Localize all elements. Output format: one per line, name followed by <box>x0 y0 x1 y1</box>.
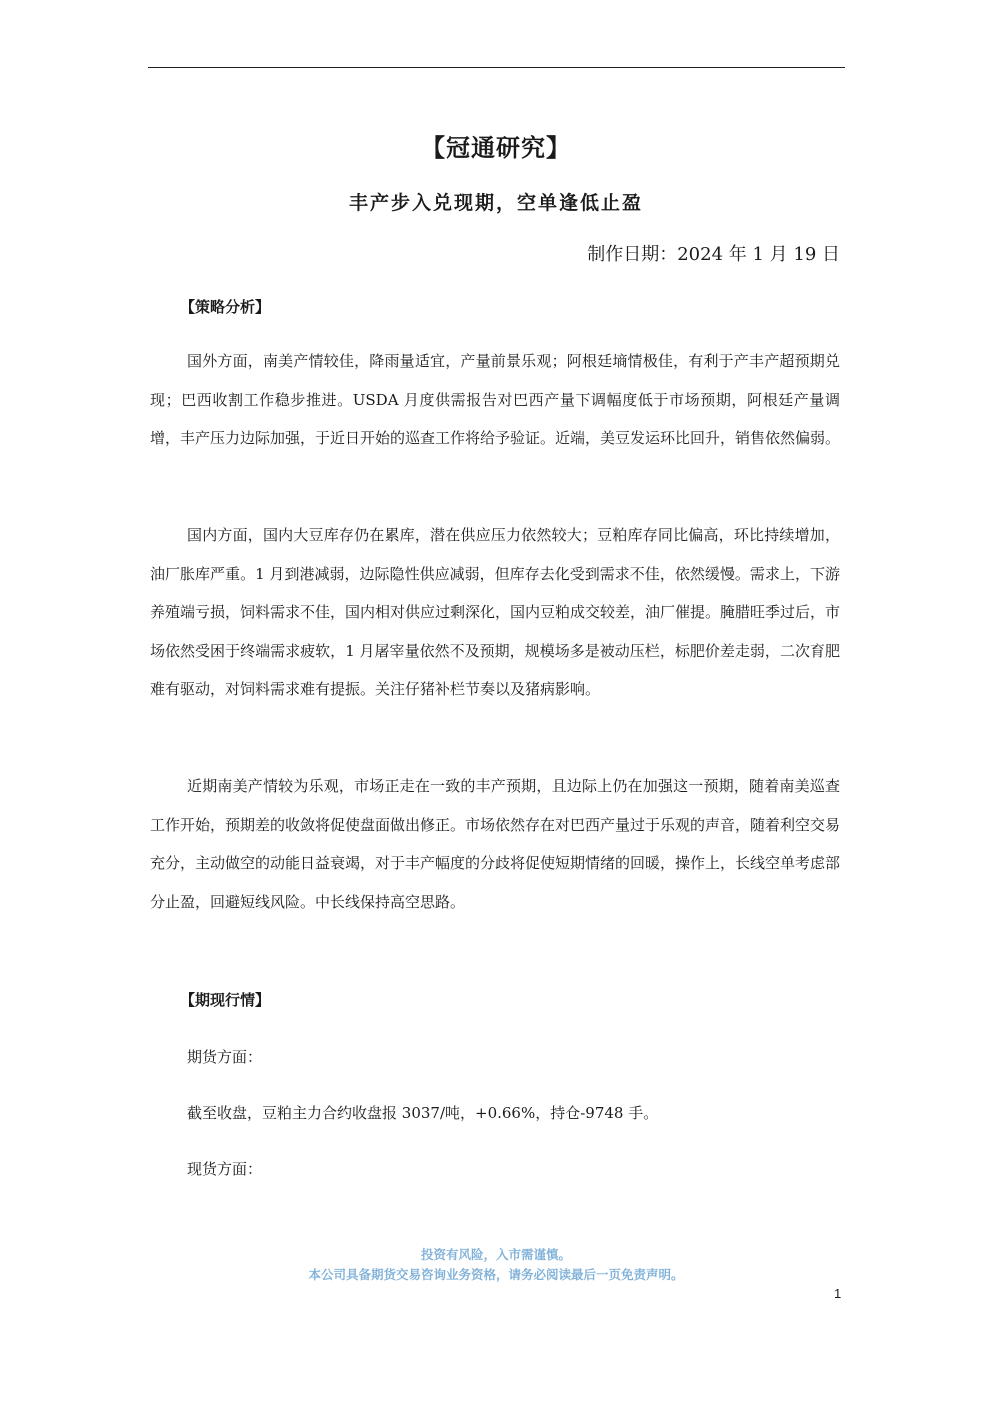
disclaimer-notice: 本公司具备期货交易咨询业务资格，请务必阅读最后一页免责声明。 <box>308 1267 684 1282</box>
market-heading: 【期现行情】 <box>180 991 271 1009</box>
spot-label: 现货方面： <box>187 1160 263 1178</box>
header-rule <box>148 67 845 68</box>
document-subtitle: 丰产步入兑现期，空单逢低止盈 <box>348 192 643 214</box>
publish-date: 制作日期：2024 年 1 月 19 日 <box>587 244 840 265</box>
strategy-paragraph-domestic: 国内方面，国内大豆库存仍在累库，潜在供应压力依然较大；豆粕库存同比偏高，环比持续增加，油厂胀库严重。1 月到港减弱，边际隐性供应减弱，但库存去化受到需求不佳，依然缓慢。需求上，下游养殖端亏损，饲料需求不佳，国内相对供应过剩深化，国内豆粕成交较差，油厂催提。腌腊旺季过后，市场依然受困于终端需求疲软，1 月屠宰量依然不及预期，规模场多是被动压栏，标肥价差走弱，二次育肥难有驱动，对饲料需求难有提振。关注仔猪补栏节奏以及猪病影响。 <box>150 526 841 698</box>
page-number: 1 <box>834 1286 842 1301</box>
strategy-paragraph-outlook: 近期南美产情较为乐观，市场正走在一致的丰产预期，且边际上仍在加强这一预期，随着南美巡查工作开始，预期差的收敛将促使盘面做出修正。市场依然存在对巴西产量过于乐观的声音，随着利空交易充分，主动做空的动能日益衰竭，对于丰产幅度的分歧将促使短期情绪的回暖，操作上，长线空单考虑部分止盈，回避短线风险。中长线保持高空思路。 <box>150 777 841 911</box>
futures-label: 期货方面： <box>187 1048 263 1066</box>
strategy-paragraph-overseas: 国外方面，南美产情较佳，降雨量适宜，产量前景乐观；阿根廷墒情极佳，有利于产丰产超预期兑现；巴西收割工作稳步推进。USDA 月度供需报告对巴西产量下调幅度低于市场预期，阿根廷产量调增，丰产压力边际加强，于近日开始的巡查工作将给予验证。近端，美豆发运环比回升，销售依然偏弱。 <box>150 352 841 447</box>
risk-warning: 投资有风险，入市需谨慎。 <box>420 1247 571 1262</box>
strategy-heading: 【策略分析】 <box>180 298 271 316</box>
futures-quote: 截至收盘，豆粕主力合约收盘报 3037/吨，+0.66%，持仓-9748 手。 <box>187 1104 659 1122</box>
document-title: 【冠通研究】 <box>421 133 571 162</box>
